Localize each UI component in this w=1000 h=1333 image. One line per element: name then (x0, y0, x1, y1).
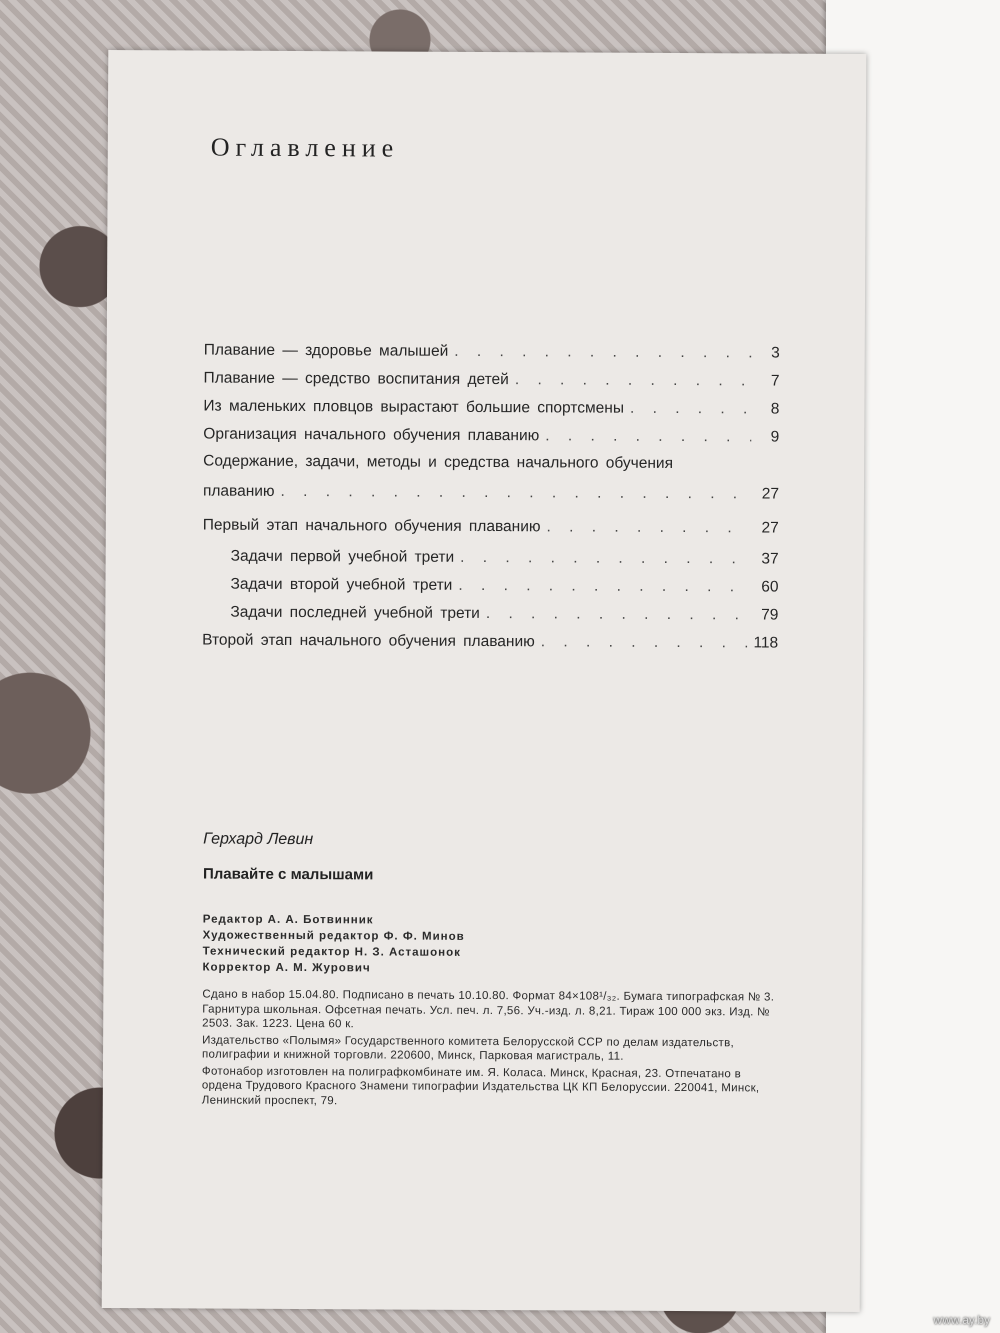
book-title: Плавайте с малышами (202, 865, 374, 884)
toc-leader-dots (515, 366, 752, 395)
toc-entry-title: Из маленьких пловцов вырастают большие спортсмены (203, 397, 625, 417)
toc-entry (203, 421, 779, 452)
toc-entry-page: 7 (770, 372, 780, 390)
toc-subentry (202, 571, 778, 602)
imprint-paragraph: Фотонабор изготовлен на полиграфкомбинате им. Я. Коласа. Минск, Красная, 23. Отпечатано в ордена Трудового Красного Знамени типографии Издательства ЦК КП Белоруссии. 220041, Минск, Ленинский проспект, 79. (201, 1065, 760, 1107)
toc-entry-title-line2: плаванию (202, 482, 275, 500)
toc-entry-title: Плавание — средство воспитания детей (203, 369, 509, 389)
toc-entry (203, 393, 779, 424)
toc-entry (202, 627, 778, 658)
toc-leader-dots (546, 510, 750, 545)
toc-subentry (203, 543, 779, 574)
credit-line: Редактор А. А. Ботвинник (202, 913, 374, 927)
imprint-block (202, 988, 775, 1113)
toc-entry (203, 509, 779, 546)
credit-line: Художественный редактор Ф. Ф. Минов (202, 929, 465, 943)
toc-leader-dots (545, 422, 751, 451)
toc-entry-title: Задачи последней учебной трети (230, 603, 480, 622)
toc-entry-title: Плавание — здоровье малышей (203, 341, 449, 360)
toc-leader-dots (460, 544, 751, 574)
watermark: www.ay.by (933, 1313, 990, 1327)
toc-entry-page: 3 (771, 344, 780, 362)
author-name: Герхард Левин (203, 830, 314, 849)
book-page (102, 50, 867, 1312)
toc-leader-dots (454, 338, 752, 368)
toc-entry (204, 365, 780, 396)
toc-subentry (202, 599, 778, 630)
credit-line: Корректор А. М. Журович (202, 961, 371, 975)
toc-entry-title: Организация начального обучения плаванию (203, 425, 540, 445)
credit-line: Технический редактор Н. З. Асташонок (202, 945, 461, 959)
toc-leader-dots (630, 395, 752, 424)
toc-entry-page: 27 (761, 485, 780, 503)
toc-entry-title: Первый этап начального обучения плаванию (202, 516, 541, 536)
table-of-contents (202, 337, 780, 658)
toc-leader-dots (541, 628, 748, 657)
toc-entry-page: 37 (761, 550, 779, 568)
toc-entry-page: 60 (761, 578, 779, 596)
editorial-credits (202, 912, 464, 977)
toc-entry-title: Второй этап начального обучения плаванию (202, 631, 535, 651)
toc-entry (203, 475, 779, 512)
toc-entry (204, 337, 780, 368)
toc-entry-title: Задачи второй учебной трети (230, 575, 453, 594)
imprint-paragraph: Сдано в набор 15.04.80. Подписано в печать 10.10.80. Формат 84×108¹/₃₂. Бумага типографская № 3. Гарнитура школьная. Офсетная печать. Усл. печ. л. 7,56. Уч.-изд. л. 8,21. Тираж 100 000 экз. Изд. № 2503. Зак. 1223. Цена 60 к. (202, 988, 775, 1031)
toc-leader-dots (458, 572, 750, 602)
toc-leader-dots (486, 600, 751, 629)
toc-entry-multiline (203, 449, 779, 512)
toc-entry-page: 8 (770, 400, 780, 418)
imprint-paragraph: Издательство «Полымя» Государственного комитета Белорусской ССР по делам издательств, полиграфии и книжной торговли. 220600, Минск, Парковая магистраль, 11. (202, 1034, 735, 1063)
page-title: Оглавление (210, 132, 400, 163)
toc-entry-title-line1: Содержание, задачи, методы и средства начального обучения (203, 452, 674, 472)
toc-entry-title: Задачи первой учебной трети (230, 547, 455, 566)
toc-entry-page: 118 (753, 634, 779, 652)
toc-entry-page: 27 (761, 519, 779, 537)
toc-leader-dots (280, 475, 751, 511)
toc-entry-page: 9 (770, 428, 780, 446)
toc-entry-page: 79 (761, 606, 779, 624)
